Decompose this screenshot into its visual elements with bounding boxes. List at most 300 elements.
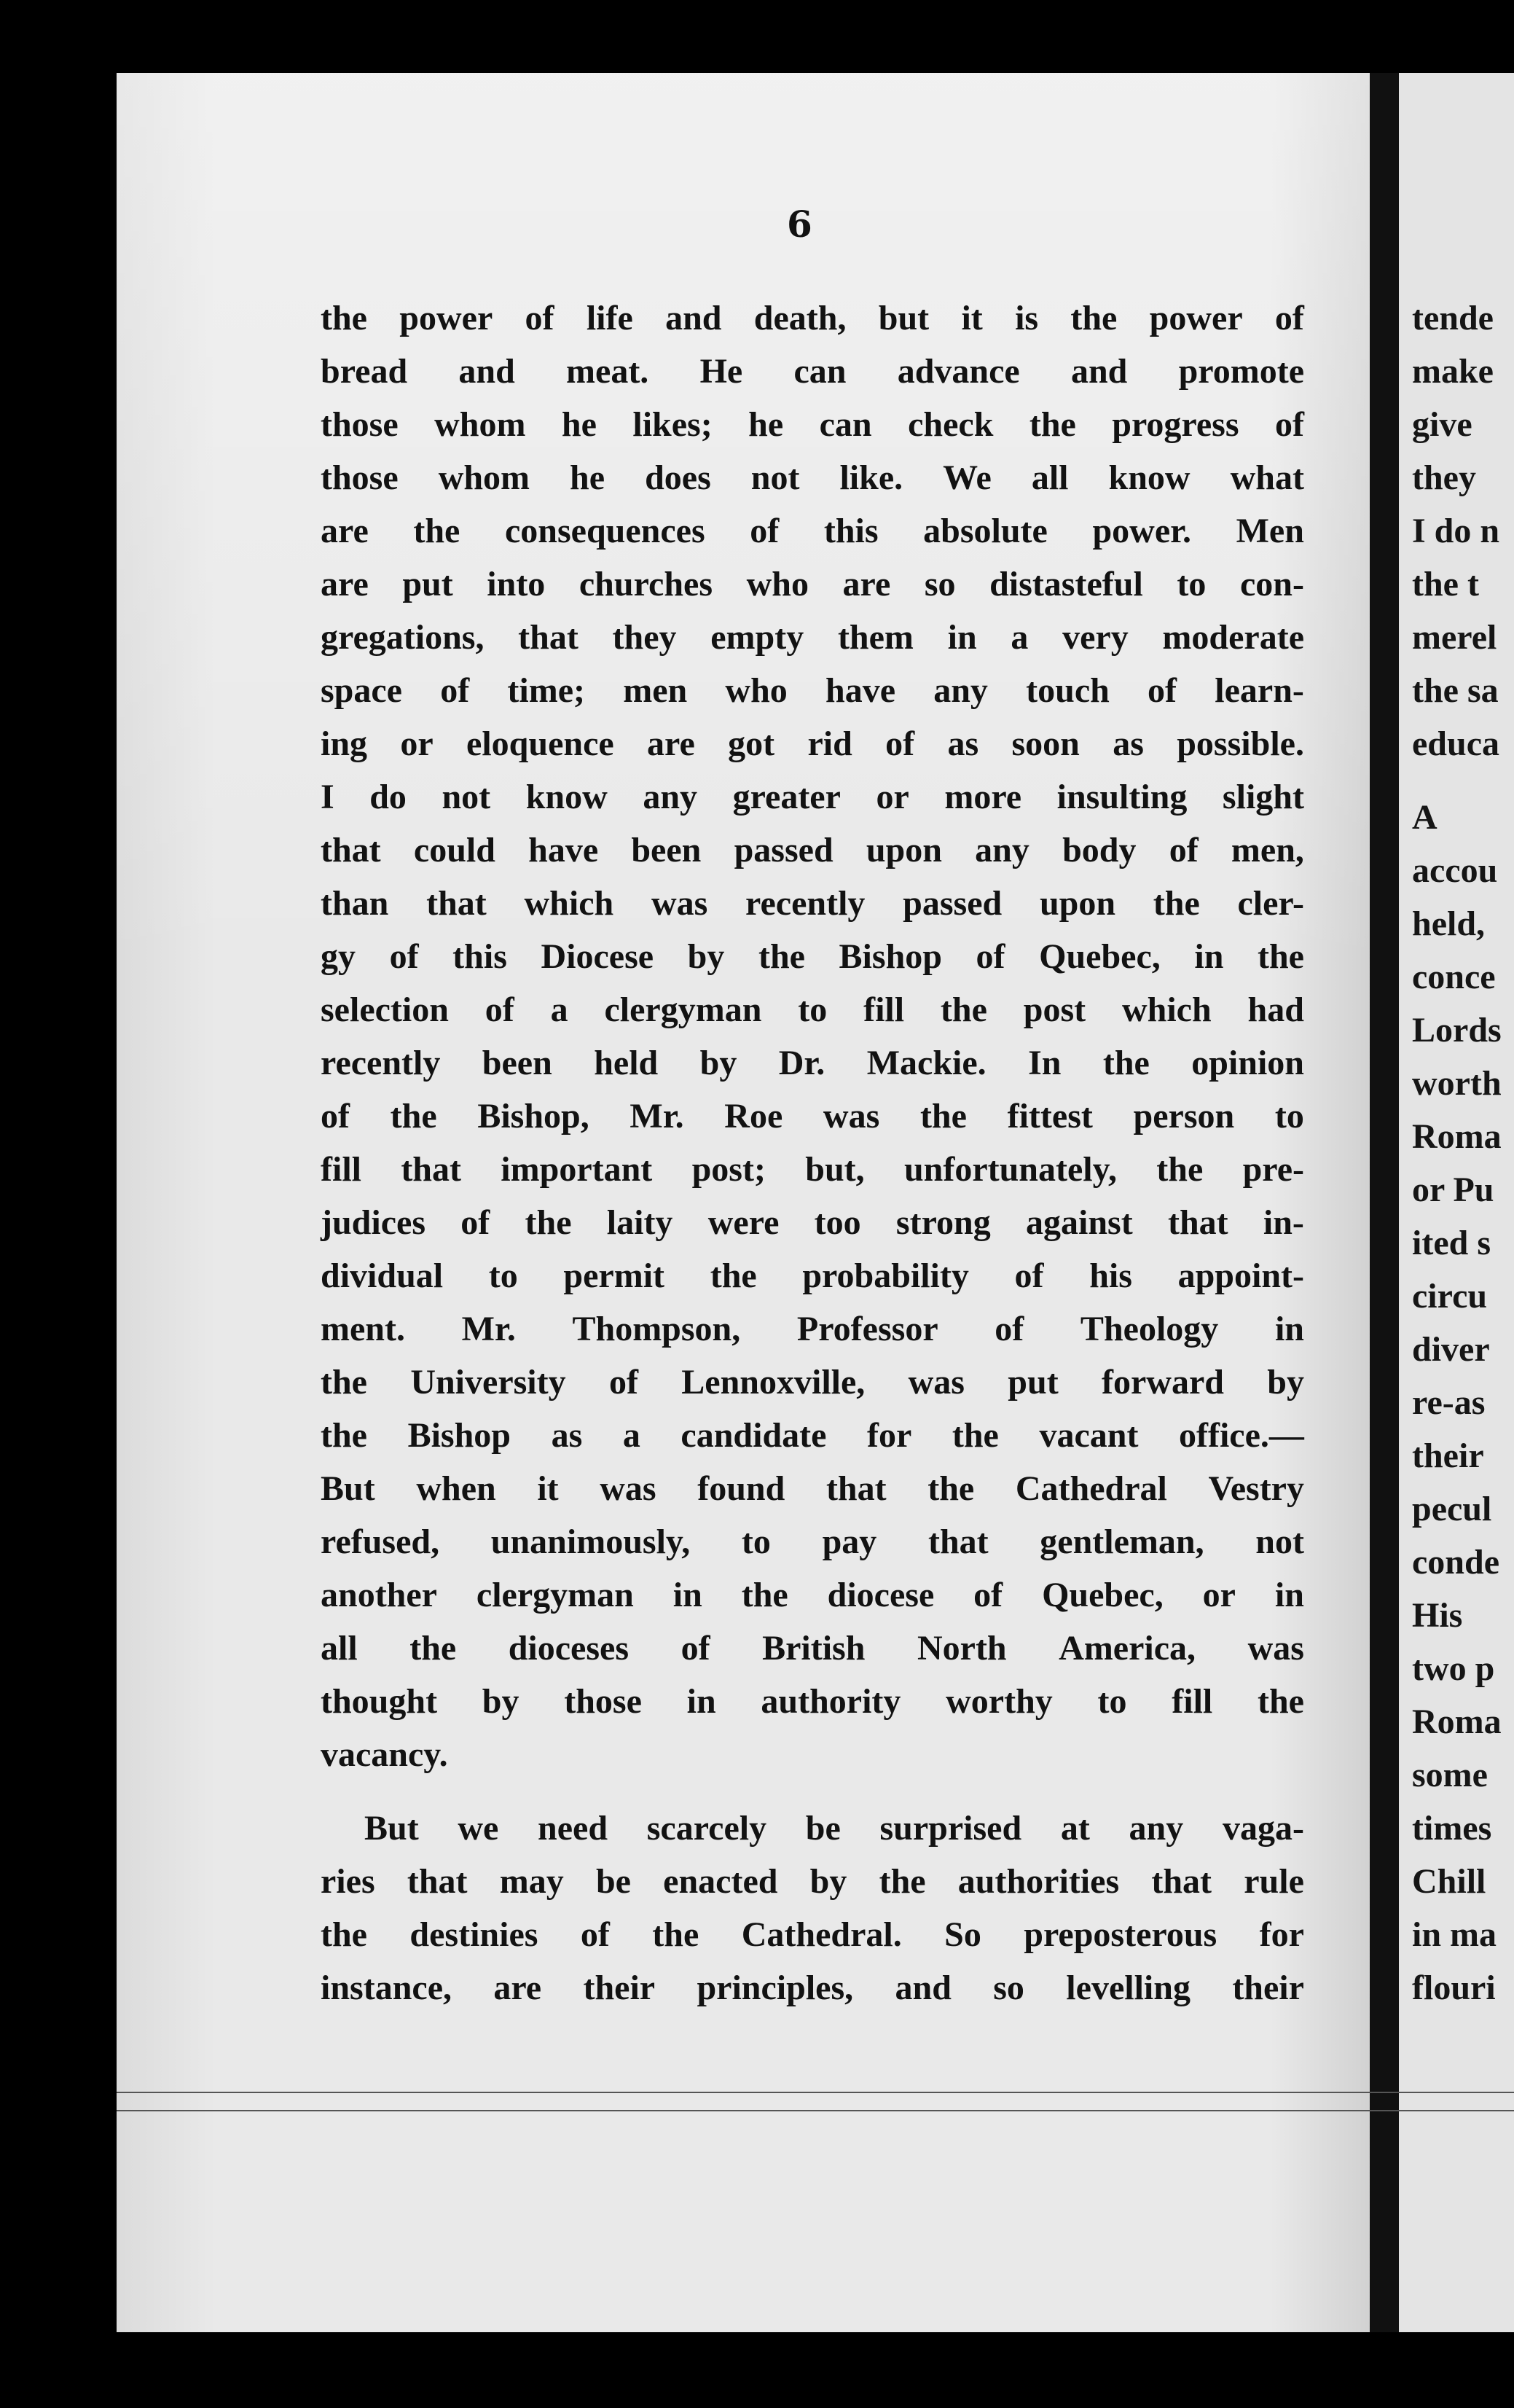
word: the	[919, 1097, 967, 1135]
word: the	[1257, 937, 1304, 976]
word: vacancy.	[321, 1735, 448, 1774]
right-page-line: A	[1412, 798, 1437, 837]
right-page-line: Lords	[1412, 1011, 1502, 1049]
word: know	[525, 778, 608, 816]
word: con-	[1239, 565, 1304, 603]
text-line	[321, 558, 1304, 611]
right-page-line: in ma	[1412, 1915, 1497, 1954]
word: vaga-	[1222, 1809, 1304, 1848]
word: he	[561, 405, 597, 444]
word: Bishop	[407, 1416, 511, 1455]
word: the	[927, 1469, 975, 1508]
word: of	[525, 299, 554, 337]
right-page-line: conde	[1412, 1543, 1499, 1582]
word: rid	[807, 724, 852, 763]
right-page-line: accou	[1412, 851, 1498, 890]
word: cler-	[1237, 884, 1304, 923]
word: are	[647, 724, 695, 763]
text-line	[321, 1961, 1304, 2014]
word: in	[947, 618, 977, 657]
word: probability	[802, 1256, 969, 1295]
word: greater	[732, 778, 841, 816]
word: into	[487, 565, 546, 603]
word: gentleman,	[1040, 1522, 1204, 1561]
text-line	[321, 770, 1304, 824]
word: know	[1108, 458, 1191, 497]
word: another	[321, 1576, 437, 1614]
right-page-line: worth	[1412, 1064, 1502, 1103]
word: not	[442, 778, 491, 816]
word: found	[697, 1469, 785, 1508]
right-page-line: make	[1412, 352, 1494, 391]
word: and	[458, 352, 515, 391]
word: held	[594, 1044, 659, 1082]
word: who	[725, 671, 788, 710]
word: space	[321, 671, 402, 710]
word: diocese	[827, 1576, 935, 1614]
right-page-line: flouri	[1412, 1969, 1496, 2007]
word: office.—	[1179, 1416, 1304, 1455]
word: to	[1097, 1682, 1127, 1721]
word: have	[825, 671, 895, 710]
word: are	[493, 1969, 542, 2007]
word: to	[1274, 1097, 1304, 1135]
word: appoint-	[1177, 1256, 1304, 1295]
word: We	[943, 458, 992, 497]
right-page-text-fragments	[1412, 292, 1514, 2014]
text-line	[321, 1249, 1304, 1302]
word: levelling	[1066, 1969, 1191, 2007]
word: consequences	[504, 512, 705, 550]
word: Quebec,	[1039, 937, 1161, 976]
word: the	[710, 1256, 757, 1295]
word: is	[1015, 299, 1039, 337]
word: Thompson,	[572, 1310, 741, 1348]
word: rule	[1244, 1862, 1304, 1901]
word: can	[793, 352, 847, 391]
word: any	[975, 831, 1029, 869]
word: strong	[895, 1203, 991, 1242]
right-page-line: tende	[1412, 299, 1494, 337]
word: selection	[321, 990, 449, 1029]
word: ing	[321, 724, 368, 763]
word: power	[399, 299, 493, 337]
word: men	[623, 671, 688, 710]
word: that	[401, 1150, 461, 1189]
word: whom	[434, 405, 526, 444]
word: of	[750, 512, 780, 550]
word: the	[409, 1629, 457, 1668]
word: permit	[563, 1256, 665, 1295]
word: at	[1060, 1809, 1090, 1848]
word: of	[1274, 405, 1304, 444]
word: But	[364, 1809, 419, 1848]
right-page-line: Roma	[1412, 1117, 1502, 1156]
right-page-line: or Pu	[1412, 1170, 1494, 1209]
body-text	[321, 292, 1304, 2014]
word: in	[686, 1682, 716, 1721]
word: Cathedral.	[741, 1915, 902, 1954]
word: their	[1232, 1969, 1304, 2007]
word: power	[1149, 299, 1243, 337]
word: promote	[1178, 352, 1304, 391]
word: ries	[321, 1862, 375, 1901]
text-line	[321, 504, 1304, 558]
text-line	[321, 983, 1304, 1036]
word: passed	[903, 884, 1003, 923]
right-page-line: some	[1412, 1756, 1488, 1794]
word: post	[1023, 990, 1086, 1029]
word: the	[1102, 1044, 1150, 1082]
word: instance,	[321, 1969, 452, 2007]
word: the	[1070, 299, 1118, 337]
word: thought	[321, 1682, 438, 1721]
word: of	[1274, 299, 1304, 337]
word: so	[993, 1969, 1024, 2007]
word: of	[995, 1310, 1024, 1348]
text-line	[321, 1622, 1304, 1675]
word: was	[600, 1469, 656, 1508]
text-line	[321, 717, 1304, 770]
word: preposterous	[1024, 1915, 1217, 1954]
word: gregations,	[321, 618, 485, 657]
word: or	[1202, 1576, 1236, 1614]
word: Theology	[1080, 1310, 1219, 1348]
word: or	[400, 724, 434, 763]
word: post;	[691, 1150, 766, 1189]
word: the	[879, 1862, 926, 1901]
word: the	[321, 1363, 367, 1402]
word: fittest	[1007, 1097, 1093, 1135]
word: America,	[1059, 1629, 1196, 1668]
word: soon	[1011, 724, 1080, 763]
right-page-line: they	[1412, 458, 1476, 497]
word: I	[321, 778, 334, 816]
word: the	[1153, 884, 1200, 923]
word: which	[524, 884, 614, 923]
word: any	[933, 671, 988, 710]
word: may	[499, 1862, 564, 1901]
word: distasteful	[989, 565, 1143, 603]
word: been	[631, 831, 702, 869]
word: of	[440, 671, 470, 710]
word: by	[1267, 1363, 1304, 1402]
word: not	[750, 458, 800, 497]
right-page-line: the sa	[1412, 671, 1499, 710]
word: of	[321, 1097, 350, 1135]
page-number: 6	[787, 203, 812, 246]
word: that	[1151, 1862, 1212, 1901]
word: of	[580, 1915, 610, 1954]
word: are	[842, 565, 891, 603]
word: University	[410, 1363, 566, 1402]
word: pay	[822, 1522, 877, 1561]
word: it	[961, 299, 983, 337]
word: Mr.	[629, 1097, 684, 1135]
text-line	[321, 1196, 1304, 1249]
word: churches	[578, 565, 713, 603]
word: that	[407, 1862, 468, 1901]
right-page-line: Roma	[1412, 1703, 1502, 1741]
word: learn-	[1215, 671, 1304, 710]
word: his	[1089, 1256, 1132, 1295]
word: Dr.	[778, 1044, 825, 1082]
word: of	[973, 1576, 1003, 1614]
right-page-line: pecul	[1412, 1490, 1492, 1528]
word: Vestry	[1208, 1469, 1304, 1508]
right-page-line: circu	[1412, 1277, 1488, 1316]
word: than	[321, 884, 389, 923]
word: dividual	[321, 1256, 444, 1295]
word: principles,	[697, 1969, 854, 2007]
right-page-line: ited s	[1412, 1224, 1491, 1262]
text-line	[321, 451, 1304, 504]
right-page-line: I do n	[1412, 512, 1500, 550]
word: the	[940, 990, 987, 1029]
word: of	[460, 1203, 490, 1242]
word: important	[501, 1150, 653, 1189]
word: we	[458, 1809, 499, 1848]
word: opinion	[1191, 1044, 1304, 1082]
word: or	[876, 778, 909, 816]
word: In	[1028, 1044, 1062, 1082]
word: the	[321, 299, 367, 337]
word: and	[665, 299, 722, 337]
word: the	[952, 1416, 999, 1455]
right-page-line: Chill	[1412, 1862, 1486, 1901]
word: he	[748, 405, 784, 444]
word: them	[837, 618, 914, 657]
word: touch	[1026, 671, 1110, 710]
text-line	[321, 664, 1304, 717]
word: be	[805, 1809, 841, 1848]
word: in	[1274, 1576, 1304, 1614]
right-page-line: conce	[1412, 958, 1496, 996]
word: ment.	[321, 1310, 405, 1348]
text-line	[321, 1675, 1304, 1728]
word: which	[1121, 990, 1212, 1029]
word: by	[809, 1862, 847, 1901]
word: any	[1129, 1809, 1184, 1848]
word: a	[622, 1416, 640, 1455]
word: He	[699, 352, 743, 391]
text-line	[321, 1143, 1304, 1196]
word: this	[452, 937, 507, 976]
word: of	[389, 937, 419, 976]
word: of	[485, 990, 514, 1029]
word: like.	[839, 458, 903, 497]
word: of	[976, 937, 1005, 976]
word: was	[908, 1363, 965, 1402]
word: the	[321, 1416, 367, 1455]
word: of	[608, 1363, 638, 1402]
word: time;	[507, 671, 585, 710]
word: Mackie.	[866, 1044, 987, 1082]
word: that	[927, 1522, 989, 1561]
text-line	[321, 1409, 1304, 1462]
word: got	[728, 724, 775, 763]
word: Bishop	[839, 937, 942, 976]
text-line	[321, 1908, 1304, 1961]
word: that	[426, 884, 487, 923]
word: Men	[1236, 512, 1304, 550]
word: for	[1259, 1915, 1304, 1954]
word: fill	[1172, 1682, 1213, 1721]
text-line	[321, 1090, 1304, 1143]
page-bottom-rule	[117, 2092, 1514, 2093]
word: forward	[1102, 1363, 1224, 1402]
text-line	[321, 1462, 1304, 1515]
word: British	[762, 1629, 866, 1668]
right-page-line: merel	[1412, 618, 1497, 657]
text-line	[321, 292, 1304, 345]
word: put	[402, 565, 453, 603]
word: refused,	[321, 1522, 440, 1561]
word: they	[612, 618, 677, 657]
word: to	[488, 1256, 518, 1295]
word: scarcely	[646, 1809, 767, 1848]
word: upon	[866, 831, 942, 869]
word: to	[798, 990, 828, 1029]
word: authority	[761, 1682, 901, 1721]
word: and	[895, 1969, 952, 2007]
word: clergyman	[604, 990, 762, 1029]
right-page-line: held,	[1412, 904, 1486, 943]
text-line	[321, 1302, 1304, 1356]
word: as	[947, 724, 979, 763]
text-line	[321, 611, 1304, 664]
word: body	[1062, 831, 1137, 869]
right-page-line: times	[1412, 1809, 1492, 1848]
word: Diocese	[541, 937, 654, 976]
word: So	[944, 1915, 981, 1954]
word: the	[758, 937, 805, 976]
word: in	[1194, 937, 1224, 976]
word: but,	[805, 1150, 865, 1189]
word: who	[746, 565, 809, 603]
word: so	[924, 565, 956, 603]
text-line	[321, 877, 1304, 930]
word: advance	[897, 352, 1020, 391]
right-page-line: educa	[1412, 724, 1499, 763]
word: the	[390, 1097, 437, 1135]
word: check	[908, 405, 994, 444]
text-line	[321, 1515, 1304, 1568]
word: be	[595, 1862, 631, 1901]
word: put	[1008, 1363, 1059, 1402]
word: meat.	[566, 352, 649, 391]
word: could	[413, 831, 495, 869]
text-line	[321, 824, 1304, 877]
word: are	[321, 565, 369, 603]
word: to	[1177, 565, 1207, 603]
word: those	[321, 458, 399, 497]
word: and	[1070, 352, 1128, 391]
word: all	[1031, 458, 1069, 497]
text-line	[321, 1855, 1304, 1908]
word: bread	[321, 352, 408, 391]
word: person	[1133, 1097, 1235, 1135]
word: enacted	[663, 1862, 778, 1901]
word: those	[564, 1682, 642, 1721]
word: by	[687, 937, 725, 976]
word: Roe	[724, 1097, 783, 1135]
word: for	[867, 1416, 912, 1455]
word: likes;	[632, 405, 713, 444]
word: the	[1029, 405, 1076, 444]
word: the	[1257, 1682, 1304, 1721]
right-page-line: re-as	[1412, 1383, 1486, 1422]
text-line	[321, 1036, 1304, 1090]
right-page-line: His	[1412, 1596, 1463, 1635]
word: not	[1255, 1522, 1304, 1561]
word: it	[537, 1469, 559, 1508]
text-line	[321, 930, 1304, 983]
word: whom	[438, 458, 530, 497]
word: of	[1148, 671, 1177, 710]
word: Mr.	[461, 1310, 516, 1348]
word: need	[538, 1809, 608, 1848]
word: worthy	[946, 1682, 1053, 1721]
word: death,	[753, 299, 847, 337]
word: destinies	[409, 1915, 538, 1954]
word: North	[917, 1629, 1007, 1668]
word: were	[707, 1203, 780, 1242]
word: that	[518, 618, 578, 657]
word: that	[825, 1469, 887, 1508]
word: eloquence	[466, 724, 614, 763]
word: upon	[1039, 884, 1116, 923]
word: in	[1274, 1310, 1304, 1348]
word: against	[1025, 1203, 1133, 1242]
right-page-line: two p	[1412, 1649, 1495, 1688]
word: unfortunately,	[903, 1150, 1117, 1189]
word: possible.	[1177, 724, 1304, 763]
word: those	[321, 405, 399, 444]
word: Lennoxville,	[681, 1363, 866, 1402]
text-line	[321, 1728, 1304, 1781]
text-line	[321, 1802, 1304, 1855]
word: the	[321, 1915, 367, 1954]
word: candidate	[680, 1416, 827, 1455]
word: by	[482, 1682, 519, 1721]
word: fill	[863, 990, 905, 1029]
word: of	[680, 1629, 710, 1668]
word: recently	[745, 884, 866, 923]
word: of	[1014, 1256, 1044, 1295]
word: unanimously,	[490, 1522, 691, 1561]
word: of	[1169, 831, 1199, 869]
word: pre-	[1242, 1150, 1304, 1189]
word: that	[1167, 1203, 1228, 1242]
paragraph-gap	[321, 1781, 1304, 1802]
word: as	[1113, 724, 1144, 763]
word: fill	[321, 1150, 361, 1189]
word: in	[672, 1576, 702, 1614]
word: laity	[606, 1203, 673, 1242]
word: of	[885, 724, 915, 763]
word: more	[944, 778, 1022, 816]
word: passed	[734, 831, 834, 869]
word: recently	[321, 1044, 441, 1082]
word: absolute	[923, 512, 1048, 550]
text-line	[321, 1356, 1304, 1409]
word: when	[416, 1469, 496, 1508]
word: a	[1011, 618, 1029, 657]
word: was	[1247, 1629, 1304, 1668]
right-page-line: their	[1412, 1436, 1484, 1475]
word: does	[645, 458, 711, 497]
